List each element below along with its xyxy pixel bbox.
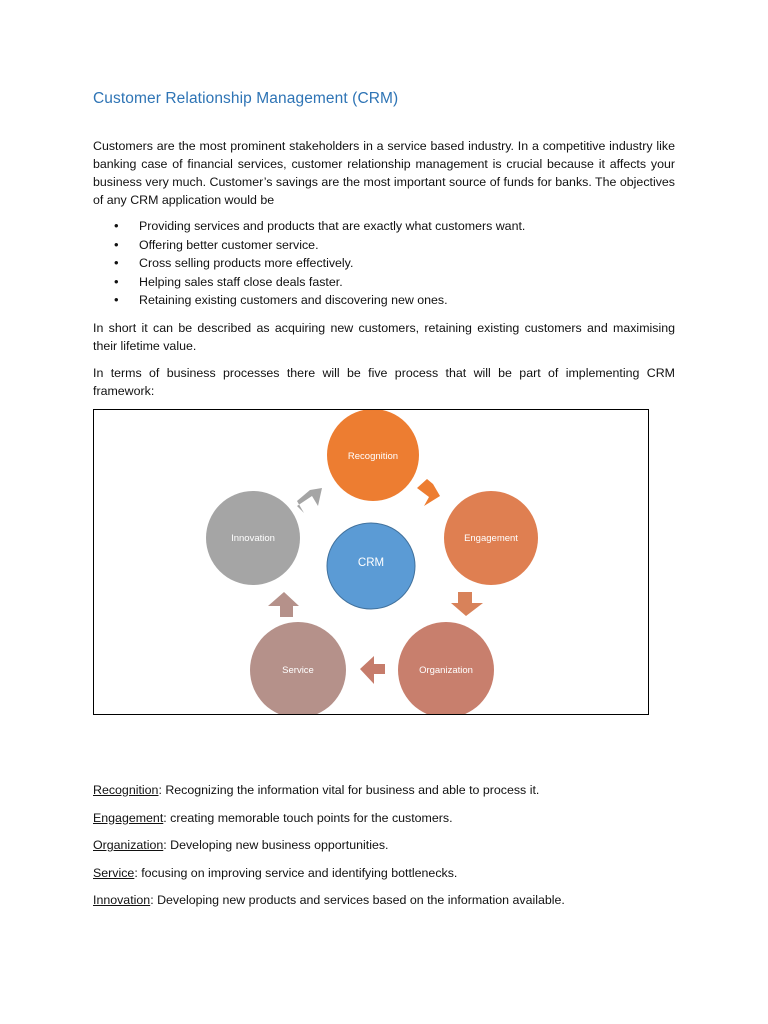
list-item: • Offering better customer service. — [93, 236, 675, 255]
process-intro-paragraph: In terms of business processes there will be five process that will be part of implementing CRM framework: — [93, 366, 675, 398]
node-recognition — [327, 410, 419, 501]
definition-organization — [93, 836, 693, 864]
term-innovation: Innovation — [93, 893, 151, 907]
crm-cycle-svg — [94, 410, 649, 715]
node-innovation — [206, 491, 300, 585]
arrow-recognition-to-engagement — [417, 479, 440, 506]
node-organization-label: Organization — [419, 665, 473, 676]
node-innovation-label: Innovation — [231, 533, 275, 544]
list-item: • Providing services and products that are exactly what customers want. — [93, 217, 675, 236]
definition-innovation — [93, 891, 693, 919]
definitions-list — [93, 781, 693, 919]
arrow-service-to-innovation — [268, 592, 299, 617]
term-organization: Organization — [93, 838, 164, 852]
term-recognition: Recognition — [93, 783, 159, 797]
node-crm-center — [327, 523, 415, 609]
term-engagement: Engagement — [93, 810, 164, 825]
document-title: Customer Relationship Management (CRM) — [93, 90, 399, 107]
arrow-innovation-to-recognition — [297, 488, 322, 513]
definition-text: : creating memorable touch points for the customers. — [163, 810, 453, 825]
node-service-label: Service — [282, 665, 314, 676]
term-service: Service — [93, 865, 135, 880]
definition-text: : Recognizing the information vital for business and able to process it. — [158, 783, 540, 797]
arrow-engagement-to-organization — [451, 592, 483, 616]
intro-paragraph: Customers are the most prominent stakeholders in a service based industry. In a competitive industry like banking case of financial services, customer relationship management is crucial because it affects your business very much. Customer’s savings are the most important source of funds for banks. The objectives of any CRM application would be — [93, 139, 675, 207]
definition-text: : focusing on improving service and identifying bottlenecks. — [134, 865, 458, 880]
node-organization — [398, 622, 494, 715]
objectives-list — [93, 217, 675, 310]
list-item: • Retaining existing customers and discovering new ones. — [93, 291, 675, 310]
list-item: • Helping sales staff close deals faster. — [93, 273, 675, 292]
node-recognition-label: Recognition — [347, 451, 399, 462]
definition-service — [93, 864, 693, 892]
arrow-organization-to-service — [360, 656, 385, 684]
definition-engagement — [93, 809, 693, 837]
definition-recognition — [93, 781, 693, 809]
definition-text: : Developing new business opportunities. — [163, 838, 389, 852]
node-engagement-label: Engagement — [464, 533, 518, 544]
summary-paragraph: In short it can be described as acquiring new customers, retaining existing customers and maximising their lifetime value. — [93, 321, 675, 353]
node-service — [250, 622, 346, 715]
node-crm-label: CRM — [357, 557, 385, 569]
node-engagement — [444, 491, 538, 585]
crm-cycle-diagram — [93, 409, 649, 715]
list-item: • Cross selling products more effectively. — [93, 254, 675, 273]
definition-text: : Developing new products and services based on the information available. — [150, 893, 565, 907]
